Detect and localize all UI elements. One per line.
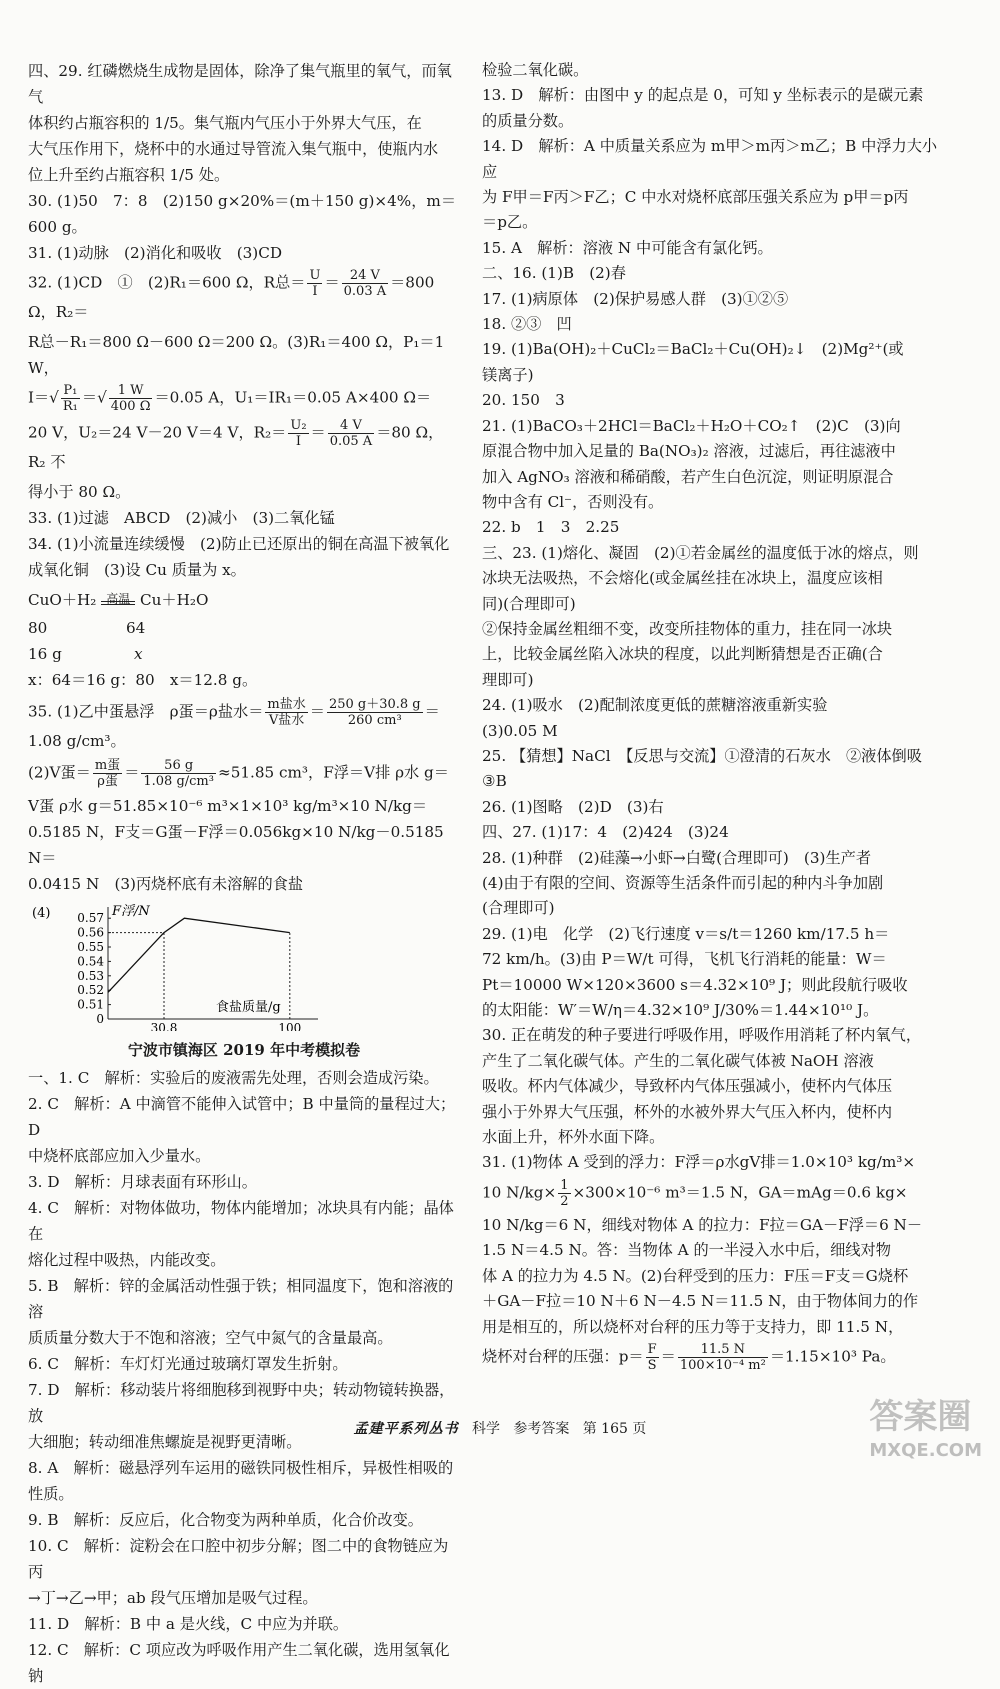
answer-line: 四、27. (1)17：4 (2)424 (3)24 [482,823,729,842]
q31-line2: 10 N/kg× $\frac{1}{2}$ ×300×10⁻⁶ m³＝1.5 N，GA＝mAg＝0.6 kg× [482,1177,908,1209]
fraction: $\frac{F}{S}$ [647,1341,657,1373]
answer-line: 冰块无法吸热，不会熔化(或金属丝挂在冰块上，温度应该相 [482,569,883,588]
molar-mass-cuo: 80 [28,619,48,637]
buoyancy-chart [28,901,328,1031]
q32-line4: 20 V，U₂＝24 V－20 V＝4 V，R₂＝ $\frac{\text{U₂}}{I}$ ＝ $\frac{4 V}{0.05 A}$ ＝80 Ω，R₂ 不 [28,418,444,471]
answer-line: 吸收。杯内气体减少，导致杯内气体压强减小，使杯内气体压 [482,1077,893,1096]
equation-right: Cu＋H₂O [140,591,209,609]
answer-line: 33. (1)过滤 ABCD (2)减小 (3)二氧化锰 [28,509,335,527]
x-axis-label: 食盐质量/g [216,1000,281,1015]
x-tick-label: 100 [278,1021,302,1031]
y-tick-label: 0.51 [77,997,104,1012]
answer-line: 得小于 80 Ω。 [28,483,131,501]
fraction: $\frac{11.5 N}{\text{100×10⁻⁴ m²}}$ [679,1341,766,1373]
reaction-condition: 高温 [106,592,131,606]
q31-answer [482,1150,944,1372]
answer-line: 0.5185 N，F支＝G蛋－F浮＝0.056kg×10 N/kg－0.5185 N＝ [28,823,449,867]
answer-line: 3. D 解析：月球表面有环形山。 [28,1173,257,1191]
answer-line: 30. (1)50 7：8 (2)150 g×20%＝(m＋150 g)×4%，m＝600 g。 [28,192,457,236]
x-tick-label: 30.8 [150,1021,178,1031]
y-tick-label: 0.55 [77,940,104,954]
answer-line: 产生了二氧化碳气体。产生的二氧化碳气体被 NaOH 溶液 [482,1051,874,1070]
page-number: 第 165 页 [582,1421,647,1437]
panel-label: (4) [32,906,51,921]
equation-left: CuO＋H₂ [28,591,97,609]
y-tick-label: 0.54 [77,954,104,969]
answer-line: (4)由于有限的空间、资源等生活条件而引起的种内斗争加剧 [482,874,884,892]
answer-line: 镁离子) [482,365,534,384]
y-tick-label: 0 [96,1012,104,1026]
answer-line: 21. (1)BaCO₃＋2HCl＝BaCl₂＋H₂O＋CO₂↑ (2)C (3)向 [482,416,901,435]
answer-line: 物中含有 Cl⁻，否则没有。 [482,492,664,511]
answer-line: ＝p乙。 [482,213,538,232]
answer-line: 原混合物中加入足量的 Ba(NO₃)₂ 溶液，过滤后，再往滤液中 [482,442,896,461]
fraction: $\frac{4 V}{0.05 A}$ [329,418,373,449]
section-heading: 宁波市镇海区 2019 年中考模拟卷 [127,1041,361,1059]
q34-result: x：64＝16 g：80 x＝12.8 g。 [28,671,258,689]
answer-line: 10. C 解析：淀粉会在口腔中初步分解；图二中的食物链应为丙 [28,1537,449,1581]
q31-line8: 烧杯对台秤的压强：p＝ $\frac{F}{S}$ ＝ $\frac{11.5 N}{\text{100×10⁻⁴ m²}}$ ＝1.15×10³ Pa。 [482,1341,896,1373]
answer-line: 28. (1)种群 (2)硅藻→小虾→白鹭(合理即可) (3)生产者 [482,848,872,867]
answer-line: 加入 AgNO₃ 溶液和稀硝酸，若产生白色沉淀，则证明原混合 [482,467,894,486]
answer-line: ＋GA－F拉＝10 N＋6 N－4.5 N＝11.5 N，由于物体间力的作 [482,1292,919,1311]
answer-line: 13. D 解析：由图中 y 的起点是 0，可知 y 坐标表示的是碳元素 [482,86,924,105]
buoyancy-series-line [108,918,290,992]
fraction: $\frac{1 W}{400 \Omega}$ [110,383,151,414]
footer-section: 参考答案 [513,1421,570,1437]
answer-line: 11. D 解析：B 中 a 是火线，C 中应为并联。 [28,1615,349,1633]
q32-line3: I＝√ $\frac{\text{P₁}}{\text{R₁}}$ ＝√ $\frac{1 W}{400 \Omega}$ ＝0.05 A，U₁＝IR₁＝0.05 A×400 Ω＝ [28,383,432,414]
answer-line: (合理即可) [482,899,555,918]
y-axis-label: F浮/N [112,904,150,919]
answer-line: 19. (1)Ba(OH)₂＋CuCl₂＝BaCl₂＋Cu(OH)₂↓ (2)Mg²⁺(或 [482,340,904,359]
answer-line: 强小于外界大气压强，杯外的水被外界大气压入杯内，使杯内 [482,1102,893,1121]
page-footer [0,1418,1000,1438]
footer-subject: 科学 [472,1421,500,1437]
q35-line2: (2)V蛋＝ $\frac{\text{m蛋}}{\text{ρ蛋}}$ ＝ $\frac{56 g}{\text{1.08 g/cm³}}$ ≈51.85 cm³，F浮＝V排 ρ水 g＝ [28,758,449,789]
answer-line: R总－R₁＝800 Ω－600 Ω＝200 Ω。(3)R₁＝400 Ω，P₁＝1 W， [28,333,450,377]
answer-line: 14. D 解析：A 中质量关系应为 m甲＞m丙＞m乙；B 中浮力大小应 [482,137,938,181]
fraction: $\frac{\text{m盐水}}{\text{V盐水}}$ [267,697,306,728]
left-column [28,58,460,1689]
fraction: $\frac{56 g}{\text{1.08 g/cm³}}$ [143,758,214,789]
answer-line: Pt＝10000 W×120×3600 s＝4.32×10⁹ J；则此段航行吸收 [482,975,908,994]
answer-line: 15. A 解析：溶液 N 中可能含有氯化钙。 [482,238,773,257]
answer-line: 4. C 解析：对物体做功，物体内能增加；冰块具有内能；晶体在 [28,1199,454,1243]
answer-line: 29. (1)电 化学 (2)飞行速度 v＝s/t＝1260 km/17.5 h＝ [482,924,890,943]
answer-line: 大细胞；转动细准焦螺旋是视野更清晰。 [28,1433,302,1451]
answer-line: 9. B 解析：反应后，化合物变为两种单质，化合价改变。 [28,1511,423,1529]
series-brand: 孟建平系列丛书 [353,1421,459,1437]
answer-line: 10 N/kg＝6 N，细线对物体 A 的拉力：F拉＝GA－F浮＝6 N－ [482,1215,923,1234]
answer-line: 上，比较金属丝陷入冰块的程度，以此判断猜想是否正确(合 [482,645,883,664]
answer-line: 检验二氧化碳。 [482,61,589,79]
fraction: $\frac{\text{m蛋}}{\text{ρ蛋}}$ [94,758,121,789]
answer-line: 三、23. (1)熔化、凝固 (2)①若金属丝的温度低于冰的熔点，则 [482,543,919,562]
answer-line: 四、29. 红磷燃烧生成物是固体，除净了集气瓶里的氧气，而氧气 [28,62,452,106]
fraction: $\frac{250 g+30.8 g}{\text{260 cm³}}$ [328,697,421,728]
answer-line: 31. (1)动脉 (2)消化和吸收 (3)CD [28,244,283,262]
fraction: $\frac{\text{P₁}}{\text{R₁}}$ [62,383,78,414]
answer-line: 0.0415 N (3)丙烧杯底有未溶解的食盐 [28,875,304,893]
answer-line: 理即可) [482,670,534,689]
answer-line: 二、16. (1)B (2)春 [482,264,626,283]
right-column [482,58,944,1377]
answer-line: 质质量分数大于不饱和溶液；空气中氮气的含量最高。 [28,1329,393,1347]
answer-line: 1.5 N＝4.5 N。答：当物体 A 的一半浸入水中后，细线对物 [482,1241,891,1260]
fraction: $\frac{24 V}{0.03 A}$ [343,268,387,299]
fraction: $\frac{U}{I}$ [309,268,321,299]
answer-line: 用是相互的，所以烧杯对台秤的压力等于支持力，即 11.5 N， [482,1317,904,1336]
answer-line: 大气压作用下，烧杯中的水通过导管流入集气瓶中，使瓶内水 [28,140,439,158]
answer-line: 12. C 解析：C 项应改为呼吸作用产生二氧化碳，选用氢氧化钠 [28,1641,450,1685]
answer-line: 20. 150 3 [482,391,565,410]
q32-line1: 32. (1)CD ① (2)R₁＝600 Ω，R总＝ $\frac{U}{I}$ ＝ $\frac{24 V}{0.03 A}$ ＝800 Ω，R₂＝ [28,268,435,321]
answer-line: 22. b 1 3 2.25 [482,518,620,537]
y-tick-label: 0.57 [77,911,104,926]
answer-line: 8. A 解析：磁悬浮列车运用的磁铁同极性相斥，异极性相吸的 [28,1459,454,1477]
answer-line: 18. ②③ 凹 [482,315,572,334]
y-tick-label: 0.52 [77,983,104,998]
answer-line: 30. 正在萌发的种子要进行呼吸作用，呼吸作用消耗了杯内氧气， [482,1026,922,1045]
answer-line: 为 F甲＝F丙＞F乙；C 中水对烧杯底部压强关系应为 p甲＝p丙 [482,188,909,207]
q34-calculation [28,587,460,693]
answer-line: 同)(合理即可) [482,594,576,613]
watermark-logo: 答案圈 MXQE.COM [869,1397,982,1461]
answer-line: 7. D 解析：移动装片将细胞移到视野中央；转动物镜转换器，放 [28,1381,455,1425]
q35-line1: 35. (1)乙中蛋悬浮 ρ蛋＝ρ盐水＝ $\frac{\text{m盐水}}{\text{V盐水}}$ ＝ $\frac{250 g+30.8 g}{\text{260 cm³}}$ ＝1.08 g/cm³。 [28,697,440,750]
answer-line: 水面上升，杯外水面下降。 [482,1128,665,1147]
answer-line: 72 km/h。(3)由 P＝W/t 可得，飞机飞行消耗的能量：W＝ [482,950,887,969]
fraction: $\frac{1}{2}$ [560,1177,569,1209]
answer-line: 17. (1)病原体 (2)保护易感人群 (3)①②⑤ [482,289,789,308]
answer-line: 24. (1)吸水 (2)配制浓度更低的蔗糖溶液重新实验 [482,696,828,715]
answer-line: ②保持金属丝粗细不变，改变所挂物体的重力，挂在同一冰块 [482,619,893,638]
mass-cu: x [134,645,143,663]
answer-line: 中烧杯底部应加入少量水。 [28,1147,211,1165]
answer-line: 位上升至约占瓶容积 1/5 处。 [28,166,230,184]
answer-line: 26. (1)图略 (2)D (3)右 [482,797,664,816]
answer-line: V蛋 ρ水 g＝51.85×10⁻⁶ m³×1×10³ kg/m³×10 N/kg＝ [28,797,428,815]
fraction: $\frac{\text{U₂}}{I}$ [290,418,307,449]
answer-line: 34. (1)小流量连续缓慢 (2)防止已还原出的铜在高温下被氧化 [28,535,450,553]
buoyancy-chart-svg [28,901,328,1031]
answer-line: 的太阳能：W′＝W/η＝4.32×10⁹ J/30%＝1.44×10¹⁰ J。 [482,1001,879,1020]
y-tick-label: 0.53 [77,968,104,983]
answer-line: 一、1. C 解析：实验后的废液需先处理，否则会造成污染。 [28,1069,439,1087]
answer-line: 5. B 解析：锌的金属活动性强于铁；相同温度下，饱和溶液的溶 [28,1277,454,1321]
answer-line: 25. 【猜想】NaCl 【反思与交流】①澄清的石灰水 ②液体倒吸 [482,746,922,765]
right-lines [482,58,944,1150]
answer-line: 熔化过程中吸热，内能改变。 [28,1251,226,1269]
answer-line: 31. (1)物体 A 受到的浮力：F浮＝ρ水gV排＝1.0×10³ kg/m³× [482,1153,916,1172]
answer-line: (3)0.05 M [482,721,558,740]
answer-line: 2. C 解析：A 中滴管不能伸入试管中；B 中量筒的量程过大；D [28,1095,456,1139]
answer-line: 的质量分数。 [482,111,574,130]
answer-line: →丁→乙→甲；ab 段气压增加是吸气过程。 [28,1589,318,1607]
answer-line: 6. C 解析：车灯灯光通过玻璃灯罩发生折射。 [28,1355,348,1373]
mass-cuo: 16 g [28,645,62,663]
answer-line: 性质。 [28,1485,74,1503]
answer-line: 体积约占瓶容积的 1/5。集气瓶内气压小于外界大气压，在 [28,114,422,132]
answer-line: 体 A 的拉力为 4.5 N。(2)台秤受到的压力：F压＝F支＝G烧杯 [482,1266,909,1285]
answer-line: 成氧化铜 (3)设 Cu 质量为 x。 [28,561,246,579]
molar-mass-cu: 64 [126,619,146,637]
y-tick-label: 0.56 [77,925,104,940]
answer-line: ③B [482,772,507,791]
